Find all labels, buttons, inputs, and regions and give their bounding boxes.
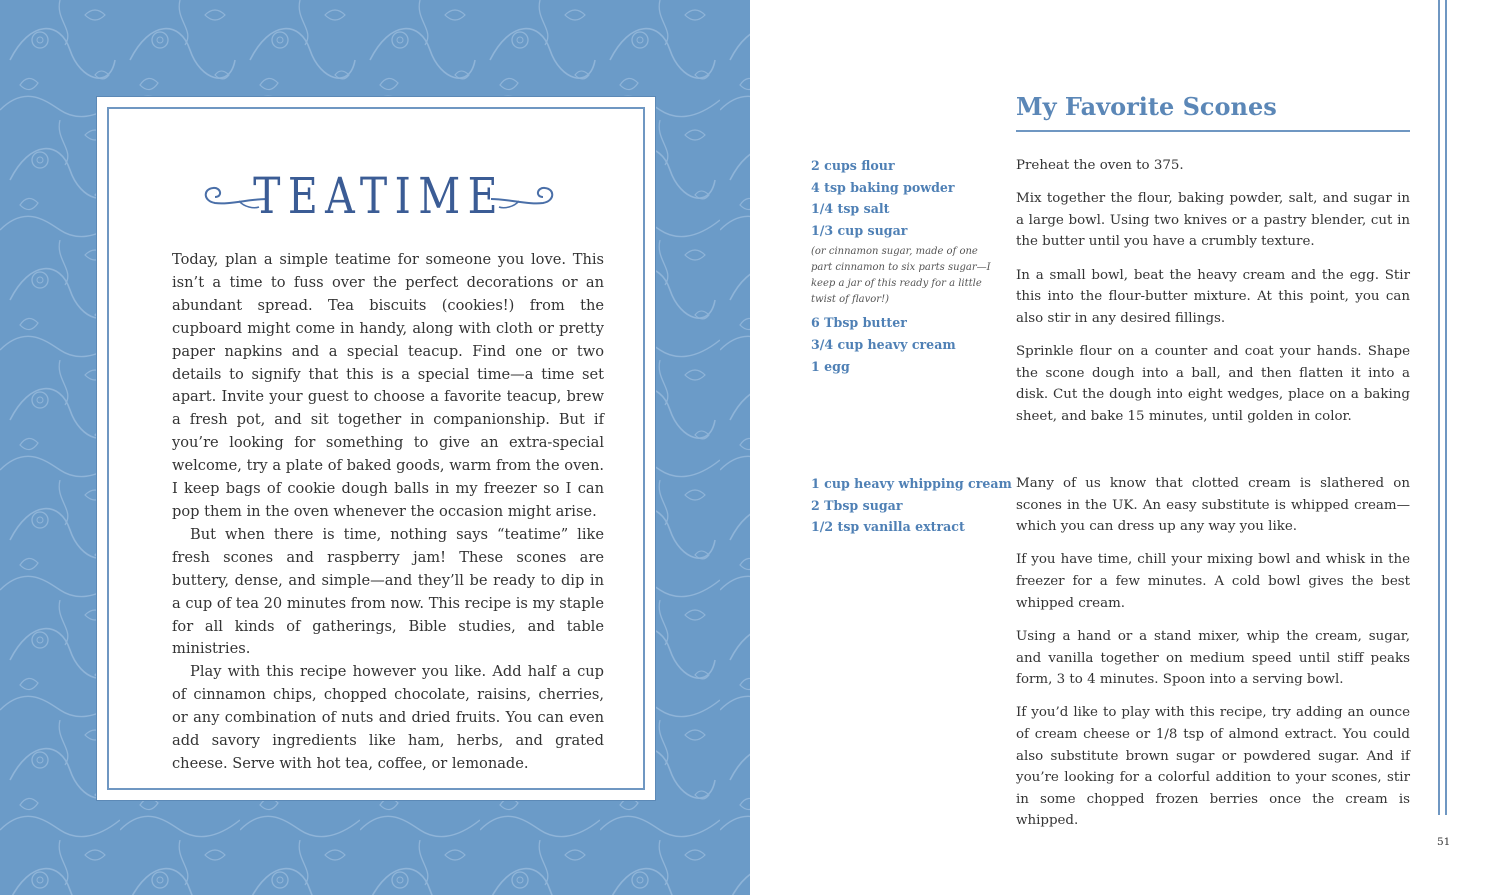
intro-paragraph: Play with this recipe however you like. Add half a cup of cinnamon chips, chopped chocolate, raisins, cherries, or any combination of nuts and dried fruits. You can even add savory ingredients like ham, herbs, and grated cheese. Serve with hot tea, coffee, or lemonade. [172, 663, 604, 772]
cream-steps [1016, 473, 1410, 844]
step-paragraph: Many of us know that clotted cream is slathered on scones in the UK. An easy substitute is whipped cream—which you can dress up any way you like. [1016, 476, 1410, 535]
right-page [750, 0, 1500, 895]
scone-ingredients [811, 155, 996, 377]
step-paragraph: Mix together the flour, baking powder, salt, and sugar in a large bowl. Using two knives or a pastry blender, cut in the butter until you have a crumbly texture. [1016, 191, 1410, 250]
cream-ingredients [811, 473, 1012, 538]
ingredient-item: 6 Tbsp butter [811, 315, 907, 331]
step-paragraph: If you have time, chill your mixing bowl and whisk in the freezer for a few minutes. A cold bowl gives the best whipped cream. [1016, 552, 1410, 611]
swirl-ornament-icon [489, 177, 559, 217]
ingredient-item: 1/3 cup sugar [811, 222, 908, 238]
step-paragraph: In a small bowl, beat the heavy cream and the egg. Stir this into the flour-butter mixture. At this point, you can also stir in any desired fillings. [1016, 267, 1410, 326]
ingredient-item: 3/4 cup heavy cream [811, 336, 956, 352]
intro-text [172, 249, 604, 776]
edge-rule [1438, 0, 1440, 815]
edge-rule [1445, 0, 1447, 815]
scone-steps [1016, 155, 1410, 439]
intro-paragraph: But when there is time, nothing says “teatime” like fresh scones and raspberry jam! These scones are buttery, dense, and simple—and they’ll be ready to dip in a cup of tea 20 minutes from now. This recipe is my staple for all kinds of gatherings, Bible studies, and table ministries. [172, 525, 604, 658]
ingredient-item: 1 egg [811, 358, 850, 374]
title-rule [1016, 130, 1410, 132]
intro-paragraph: Today, plan a simple teatime for someone you love. This isn’t a time to fuss over the perfect decorations or an abundant spread. Tea biscuits (cookies!) from the cupboard might come in handy, along with cloth or pretty paper napkins and a special teacup. Find one or two details to signify that this is a special time—a time set apart. Invite your guest to choose a favorite teacup, brew a fresh pot, and sit together in companionship. But if you’re looking for something to give an extra-special welcome, try a plate of baked goods, warm from the oven. I keep bags of cookie dough balls in my freezer so I can pop them in the oven whenever the occasion might arise. [172, 251, 604, 520]
ingredient-item: 1/4 tsp salt [811, 201, 890, 217]
step-paragraph: Sprinkle flour on a counter and coat your hands. Shape the scone dough into a ball, and then flatten it into a disk. Cut the dough into eight wedges, place on a baking sheet, and bake 15 minutes, until golden in color. [1016, 344, 1410, 424]
ingredient-item: 2 Tbsp sugar [811, 497, 903, 513]
ingredient-item: 1 cup heavy whipping cream [811, 476, 1012, 491]
ingredient-item: 2 cups flour [811, 158, 895, 173]
step-paragraph: If you’d like to play with this recipe, try adding an ounce of cream cheese or 1/8 tsp of almond extract. You could also substitute brown sugar or powdered sugar. And if you’re looking for a colorful addition to your scones, stir in some chopped frozen berries once the cream is whipped. [1016, 705, 1410, 829]
step-paragraph: Using a hand or a stand mixer, whip the cream, sugar, and vanilla together on medium speed until stiff peaks form, 3 to 4 minutes. Spoon into a serving bowl. [1016, 628, 1410, 688]
recipe-title: My Favorite Scones [1016, 92, 1277, 121]
page-number: 51 [1437, 836, 1451, 848]
ingredient-note: (or cinnamon sugar, made of one part cinnamon to six parts sugar—I keep a jar of this ready for a little twist of flavor!) [811, 246, 991, 306]
card-border [107, 107, 645, 790]
step-paragraph: Preheat the oven to 375. [1016, 158, 1184, 173]
teatime-header [199, 159, 559, 229]
ingredient-item: 4 tsp baking powder [811, 179, 955, 195]
teatime-card [97, 97, 655, 800]
page-title: TEATIME [253, 167, 505, 225]
ingredient-item: 1/2 tsp vanilla extract [811, 519, 965, 535]
